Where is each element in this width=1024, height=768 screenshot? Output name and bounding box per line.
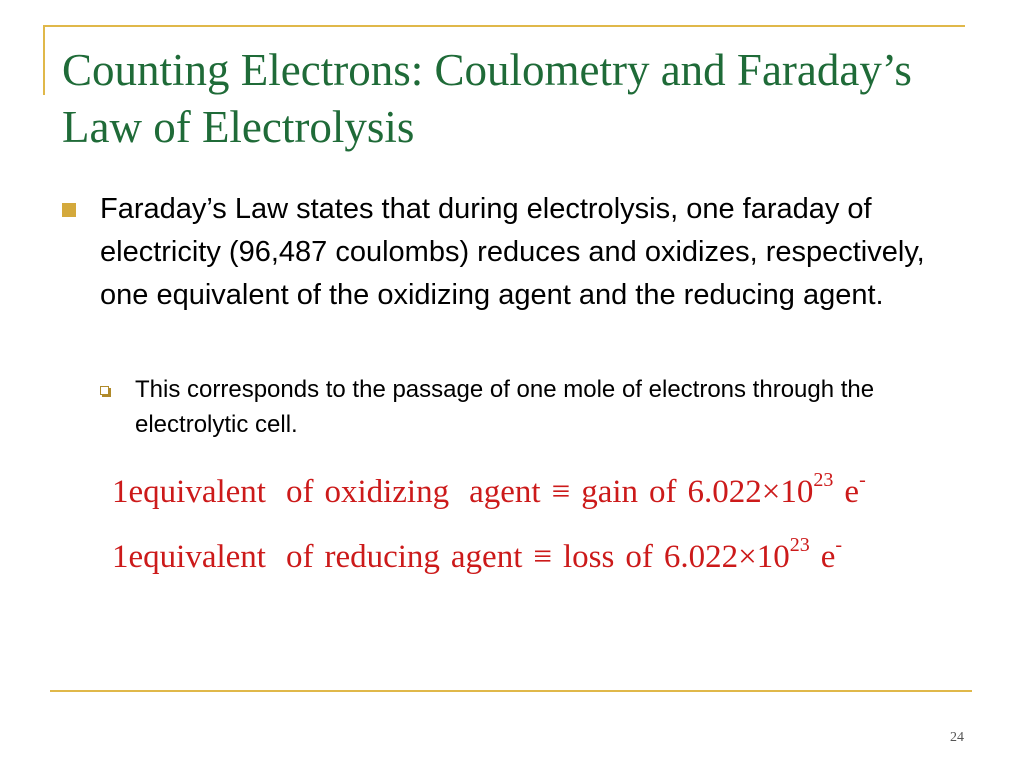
eq-exponent: 23 <box>813 469 834 491</box>
eq-charge: - <box>835 534 843 556</box>
eq-mantissa: 6.022 <box>687 474 762 510</box>
eq-word: oxidizing <box>324 474 450 510</box>
eq-equiv-symbol: ≡ <box>533 539 552 575</box>
hollow-square-bullet-icon <box>100 386 109 395</box>
eq-word: equivalent <box>128 539 266 575</box>
eq-equiv-symbol: ≡ <box>551 474 571 510</box>
footer-rule <box>50 690 972 692</box>
eq-lead: 1 <box>112 474 129 510</box>
eq-times-symbol: × <box>761 474 781 510</box>
frame-left-rule <box>43 25 45 95</box>
sub-bullet-text: This corresponds to the passage of one mole of electrons through the electrolytic cell. <box>135 376 875 438</box>
eq-word: agent <box>450 539 523 575</box>
eq-exponent: 23 <box>789 534 810 556</box>
equation-oxidizing-agent <box>112 469 866 511</box>
eq-mantissa: 6.022 <box>663 539 739 575</box>
eq-particle: e <box>844 474 860 510</box>
eq-word: of <box>285 539 314 575</box>
eq-word: of <box>649 474 677 510</box>
eq-word: of <box>625 539 653 575</box>
frame-top-rule <box>43 25 965 27</box>
eq-word: loss <box>563 539 615 575</box>
page-number: 24 <box>950 730 964 745</box>
slide-title: Counting Electrons: Coulometry and Faraday’s Law of Electrolysis <box>62 45 912 152</box>
eq-base: 10 <box>780 474 814 510</box>
equation-reducing-agent <box>112 534 843 576</box>
sub-bullet-item <box>100 372 960 442</box>
eq-times-symbol: × <box>738 539 757 575</box>
eq-base: 10 <box>756 539 790 575</box>
bullet-text: Faraday’s Law states that during electrolysis, one faraday of electricity (96,487 coulombs) reduces and oxidizes, respectively, one equivalent of the oxidizing agent and the reducing agent. <box>100 193 925 311</box>
eq-word: agent <box>469 474 541 510</box>
eq-lead: 1 <box>112 539 129 575</box>
eq-word: gain <box>581 474 639 510</box>
eq-word: equivalent <box>128 474 266 510</box>
eq-word: of <box>285 474 314 510</box>
eq-particle: e <box>820 539 836 575</box>
bullet-item <box>62 188 972 317</box>
eq-charge: - <box>859 469 866 491</box>
square-bullet-icon <box>62 203 76 217</box>
eq-word: reducing <box>324 539 440 575</box>
